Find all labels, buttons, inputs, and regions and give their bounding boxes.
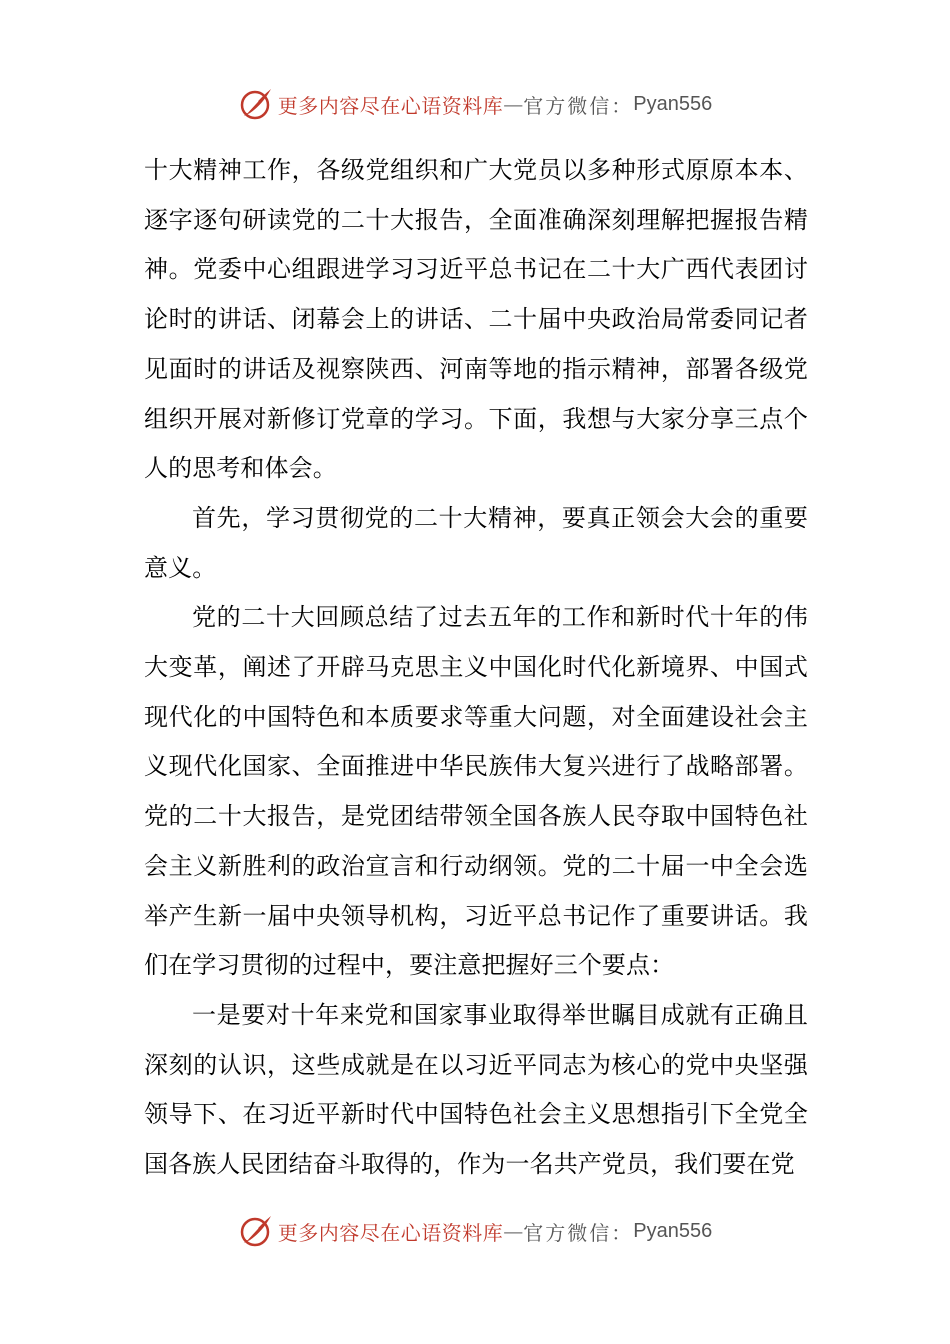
paragraph: 党的二十大回顾总结了过去五年的工作和新时代十年的伟大变革，阐述了开辟马克思主义中国化时代化新境界、中国式现代化的中国特色和本质要求等重大问题，对全面建设社会主义现代化国家、全面推进中华民族伟大复兴进行了战略部署。党的二十大报告，是党团结带领全国各族人民夺取中国特色社会主义新胜利的政治宣言和行动纲领。党的二十届一中全会选举产生新一届中央领导机构，习近平总书记作了重要讲话。我们在学习贯彻的过程中，要注意把握好三个要点： bbox=[144, 603, 808, 980]
watermark-wechat-id: Pyan556 bbox=[633, 92, 713, 115]
quill-seal-icon bbox=[238, 86, 274, 122]
watermark-wechat-id: Pyan556 bbox=[633, 1219, 713, 1242]
watermark-site-text: 更多内容尽在心语资料库 bbox=[277, 93, 504, 118]
watermark-wechat-label: 官方微信： bbox=[523, 1220, 634, 1245]
watermark-wechat-label: 官方微信： bbox=[523, 93, 634, 118]
paragraph: 一是要对十年来党和国家事业取得举世瞩目成就有正确且深刻的认识，这些成就是在以习近平同志为核心的党中央坚强领导下、在习近平新时代中国特色社会主义思想指引下全党全国各族人民团结奋斗取得的，作为一名共产党员，我们要在党 bbox=[144, 1000, 808, 1179]
watermark-site-text: 更多内容尽在心语资料库 bbox=[277, 1220, 504, 1245]
header-watermark bbox=[0, 82, 950, 126]
paragraph: 首先，学习贯彻党的二十大精神，要真正领会大会的重要意义。 bbox=[144, 503, 808, 582]
footer-watermark bbox=[0, 1209, 950, 1253]
paragraph: 十大精神工作，各级党组织和广大党员以多种形式原原本本、逐字逐句研读党的二十大报告，全面准确深刻理解把握报告精神。党委中心组跟进学习习近平总书记在二十大广西代表团讨论时的讲话、闭幕会上的讲话、二十届中央政治局常委同记者见面时的讲话及视察陕西、河南等地的指示精神，部署各级党组织开展对新修订党章的学习。下面，我想与大家分享三点个人的思考和体会。 bbox=[144, 156, 808, 483]
watermark-separator: — bbox=[503, 92, 524, 116]
document-body bbox=[144, 146, 808, 1190]
watermark-separator: — bbox=[503, 1219, 524, 1243]
quill-seal-icon bbox=[238, 1213, 274, 1249]
